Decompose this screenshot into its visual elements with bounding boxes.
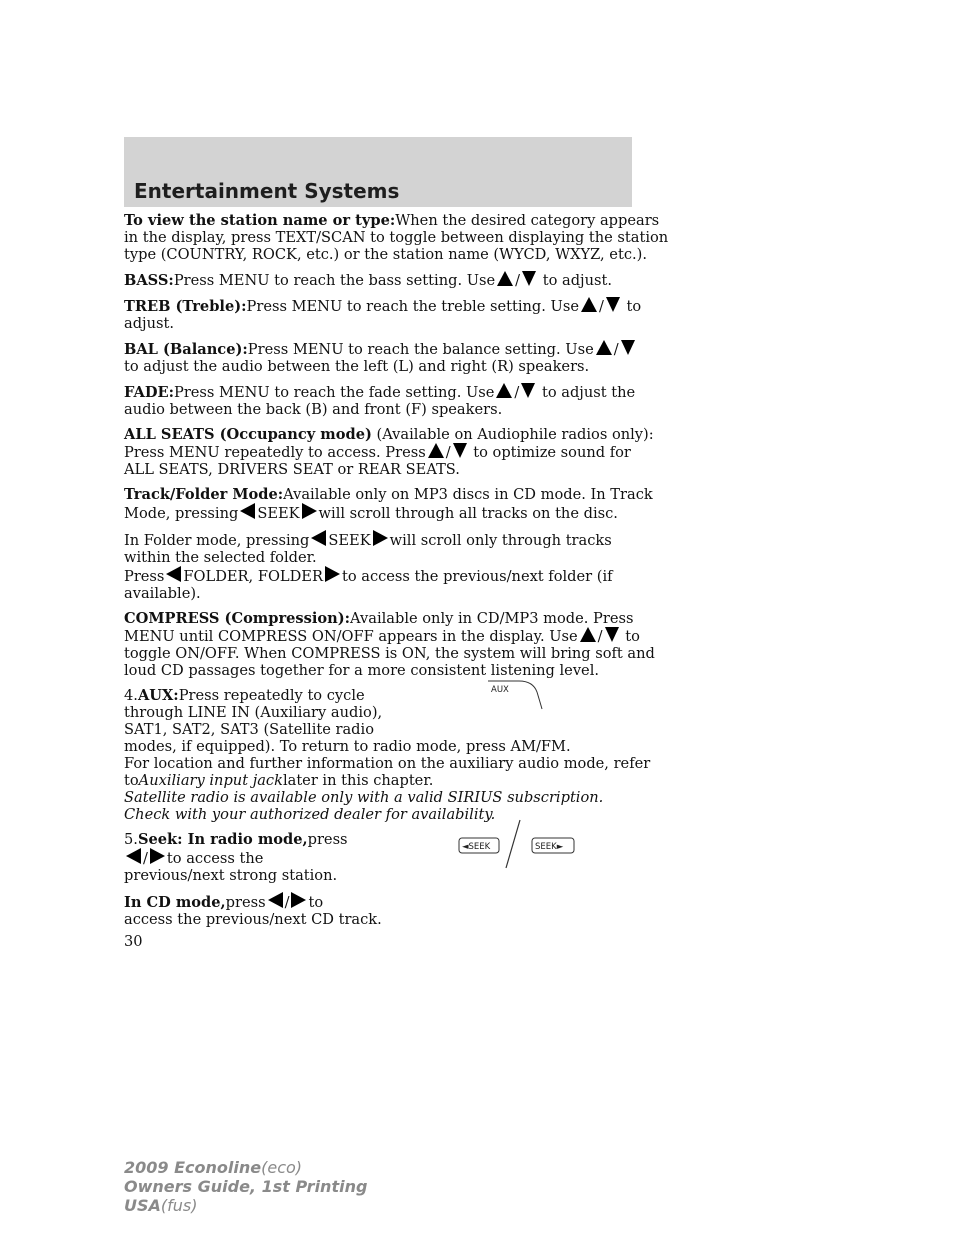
- view-station-paragraph: [124, 212, 669, 263]
- seek-buttons-illustration: [458, 818, 576, 870]
- text: later in this chapter.: [282, 772, 434, 789]
- text: Press MENU to reach the bass setting. Use: [173, 272, 496, 289]
- text: to: [626, 298, 642, 315]
- left-arrow-icon: [166, 566, 181, 582]
- down-arrow-icon: [522, 271, 536, 286]
- text: Press MENU repeatedly to access. Press: [124, 444, 426, 461]
- view-station-label: To view the station name or type:: [124, 212, 396, 229]
- text: in the display, press TEXT/SCAN to toggle between displaying the station: [124, 229, 669, 246]
- compress-paragraph: [124, 610, 655, 679]
- right-arrow-icon: [302, 503, 317, 519]
- bass-paragraph: [124, 271, 636, 289]
- text: press: [307, 831, 348, 848]
- text: 2009 Econoline: [124, 1158, 262, 1177]
- divider-line: [506, 820, 520, 868]
- folder-press-paragraph: [124, 566, 636, 602]
- text: MENU until COMPRESS ON/OFF appears in the display. Use: [124, 628, 578, 645]
- up-arrow-icon: [496, 383, 512, 398]
- text: FOLDER, FOLDER: [183, 568, 323, 585]
- bal-label: BAL (Balance):: [124, 341, 248, 358]
- up-arrow-icon: [596, 340, 612, 355]
- aux-jack-reference: Auxiliary input jack: [138, 772, 283, 789]
- text: Satellite radio is available only with a valid SIRIUS subscription.: [124, 789, 604, 806]
- text: (Available on Audiophile radios only):: [376, 426, 654, 443]
- treb-paragraph: [124, 297, 642, 332]
- text: modes, if equipped). To return to radio mode, press AM/FM.: [124, 738, 571, 755]
- section-title: Entertainment Systems: [134, 179, 400, 203]
- text: loud CD passages together for a more consistent listening level.: [124, 662, 600, 679]
- text: /: [613, 341, 619, 358]
- text: to: [625, 628, 640, 645]
- seek-forward-label: SEEK►: [535, 842, 564, 852]
- text: to access the: [166, 850, 264, 867]
- text: Press MENU to reach the balance setting. Use: [247, 341, 594, 358]
- seek-label: Seek: In radio mode,: [137, 831, 308, 848]
- aux-button-label: AUX: [491, 685, 509, 695]
- text: /: [143, 850, 148, 867]
- fade-label: FADE:: [124, 384, 174, 401]
- section-header: [124, 137, 632, 207]
- text: 5.: [124, 831, 138, 848]
- text: /: [514, 384, 520, 401]
- text: audio between the back (B) and front (F) speakers.: [124, 401, 503, 418]
- aux-label: AUX:: [137, 687, 179, 704]
- text: /: [598, 298, 604, 315]
- up-arrow-icon: [581, 297, 597, 312]
- text: Press MENU to reach the treble setting. Use: [246, 298, 579, 315]
- text: Available only in CD/MP3 mode. Press: [350, 610, 634, 627]
- left-arrow-icon: [311, 530, 326, 546]
- bal-paragraph: [124, 340, 636, 375]
- text: access the previous/next CD track.: [124, 911, 382, 928]
- left-arrow-icon: [240, 503, 255, 519]
- text: to access the previous/next folder (if: [341, 568, 613, 585]
- compress-label: COMPRESS (Compression):: [124, 610, 351, 627]
- down-arrow-icon: [621, 340, 635, 355]
- text: through LINE IN (Auxiliary audio),: [124, 704, 383, 721]
- left-arrow-icon: [268, 892, 283, 908]
- text: Owners Guide, 1st Printing: [124, 1177, 368, 1196]
- text: /: [445, 444, 451, 461]
- text: press: [225, 894, 266, 911]
- right-arrow-icon: [325, 566, 340, 582]
- cd-mode-paragraph: [124, 892, 636, 928]
- text: For location and further information on the auxiliary audio mode, refer: [124, 755, 651, 772]
- down-arrow-icon: [521, 383, 535, 398]
- text: adjust.: [124, 315, 174, 332]
- all-seats-paragraph: [124, 426, 654, 478]
- up-arrow-icon: [497, 271, 513, 286]
- text: will scroll only through tracks: [389, 532, 612, 549]
- track-folder-label: Track/Folder Mode:: [124, 486, 284, 503]
- text: USA: [124, 1196, 161, 1215]
- text: will scroll through all tracks on the disc.: [318, 505, 618, 522]
- text: When the desired category appears: [395, 212, 660, 229]
- text: SEEK: [328, 532, 371, 549]
- text: SEEK: [257, 505, 300, 522]
- fade-paragraph: [124, 383, 636, 418]
- up-arrow-icon: [580, 627, 596, 642]
- text: Available only on MP3 discs in CD mode. In Track: [283, 486, 653, 503]
- text: SAT1, SAT2, SAT3 (Satellite radio: [124, 721, 374, 738]
- page-number: 30: [124, 933, 143, 950]
- text: /: [597, 628, 603, 645]
- text: to: [308, 894, 324, 911]
- bass-label: BASS:: [124, 272, 174, 289]
- text: Mode, pressing: [124, 505, 239, 522]
- text: available).: [124, 585, 201, 602]
- text: Check with your authorized dealer for availability.: [124, 806, 496, 823]
- text: Press MENU to reach the fade setting. Use: [174, 384, 495, 401]
- down-arrow-icon: [605, 627, 619, 642]
- text: to: [124, 772, 139, 789]
- text: /: [515, 272, 521, 289]
- down-arrow-icon: [606, 297, 620, 312]
- right-arrow-icon: [150, 848, 165, 864]
- text: type (COUNTRY, ROCK, etc.) or the station name (WYCD, WXYZ, etc.).: [124, 246, 647, 263]
- treb-label: TREB (Treble):: [124, 298, 247, 315]
- aux-button-illustration: [487, 680, 543, 710]
- text: Press: [124, 568, 165, 585]
- cd-mode-label: In CD mode,: [124, 894, 226, 911]
- down-arrow-icon: [453, 443, 467, 458]
- seek-back-label: ◄SEEK: [462, 842, 491, 852]
- text: to optimize sound for: [473, 444, 631, 461]
- text: (fus): [160, 1196, 198, 1215]
- text: In Folder mode, pressing: [124, 532, 310, 549]
- text: (eco): [261, 1158, 303, 1177]
- track-folder-paragraph: [124, 486, 653, 522]
- text: ALL SEATS, DRIVERS SEAT or REAR SEATS.: [124, 461, 460, 478]
- right-arrow-icon: [291, 892, 306, 908]
- text: within the selected folder.: [124, 549, 317, 566]
- up-arrow-icon: [428, 443, 444, 458]
- text: previous/next strong station.: [124, 867, 338, 884]
- text: toggle ON/OFF. When COMPRESS is ON, the system will bring soft and: [124, 645, 655, 662]
- right-arrow-icon: [373, 530, 388, 546]
- aux-paragraph: [124, 687, 651, 823]
- text: Press repeatedly to cycle: [178, 687, 365, 704]
- document-footer: [124, 1158, 367, 1215]
- text: /: [284, 894, 290, 911]
- all-seats-label: ALL SEATS (Occupancy mode): [124, 426, 372, 443]
- text: to adjust.: [542, 272, 612, 289]
- text: to adjust the audio between the left (L) and right (R) speakers.: [124, 358, 590, 375]
- left-arrow-icon: [126, 848, 141, 864]
- folder-mode-paragraph: [124, 530, 636, 566]
- text: to adjust the: [541, 384, 636, 401]
- text: 4.: [124, 687, 138, 704]
